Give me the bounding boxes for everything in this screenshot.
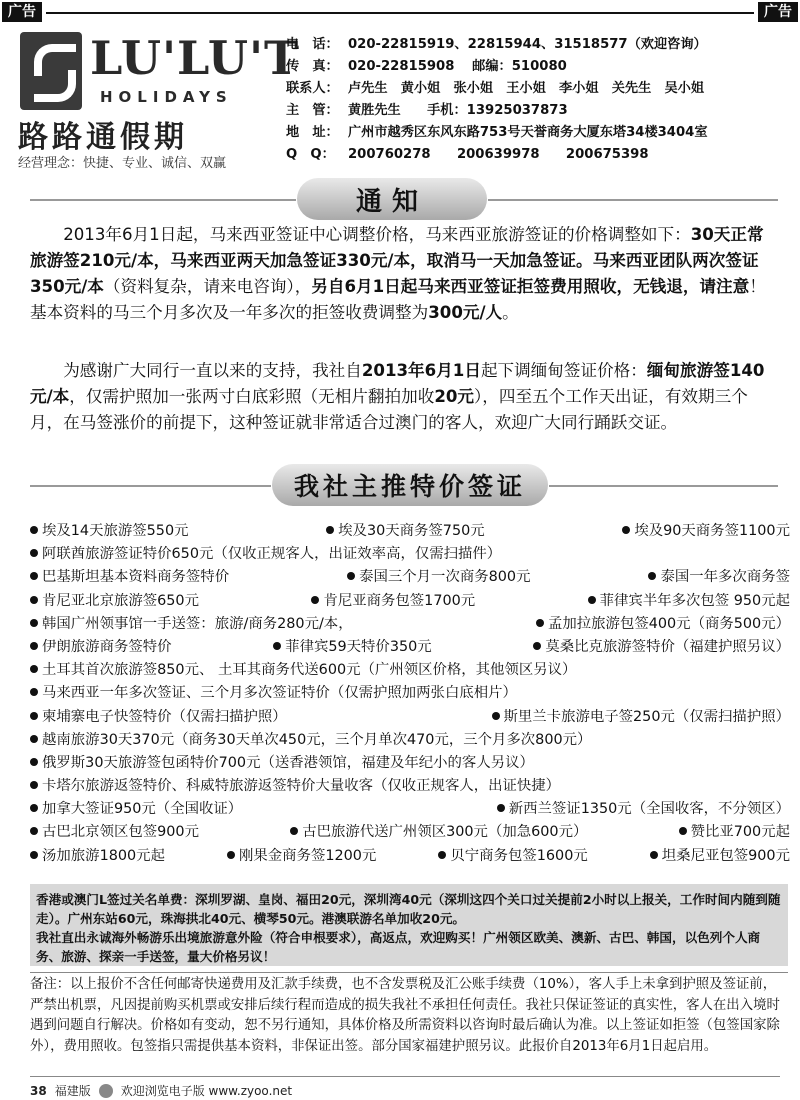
contact-value: 200760278 200639978 200675398 (348, 147, 649, 162)
logo-holidays: HOLIDAYS (100, 88, 233, 106)
visa-row (30, 729, 790, 752)
notice-paragraph-2 (30, 358, 778, 436)
bullet-icon (30, 781, 38, 789)
bullet-icon (30, 851, 38, 859)
visa-item (438, 845, 587, 868)
visa-item (30, 821, 199, 844)
bullet-icon (311, 596, 319, 604)
visa-item (311, 590, 475, 613)
notice-gray-box (30, 884, 788, 966)
banner-line-left-2 (30, 485, 271, 487)
visa-item (30, 613, 353, 636)
visa-item (30, 590, 199, 613)
contact-row (286, 56, 796, 78)
bullet-icon (30, 526, 38, 534)
bullet-icon (30, 642, 38, 650)
visa-item (30, 729, 591, 752)
bullet-icon (273, 642, 281, 650)
visa-item-text: 韩国广州领事馆一手送签：旅游/商务280元/本， (42, 615, 353, 632)
visa-row (30, 590, 790, 613)
footer (30, 1082, 292, 1099)
banner-line-left (30, 199, 296, 201)
visa-item-text: 菲律宾半年多次包签 950元起 (599, 592, 790, 609)
page-number: 38 (30, 1083, 47, 1098)
visa-item (30, 659, 576, 682)
visa-item-text: 巴基斯坦基本资料商务签特价 (42, 569, 230, 586)
header (0, 26, 800, 176)
logo (14, 31, 300, 172)
footer-rule (30, 1076, 780, 1077)
visa-row (30, 682, 790, 705)
visa-row (30, 798, 790, 821)
contact-value: 卢先生 黄小姐 张小姐 王小姐 李小姐 关先生 吴小姐 (348, 81, 705, 96)
bullet-icon (533, 642, 541, 650)
visa-row (30, 636, 790, 659)
contact-label: Q Q： (286, 147, 335, 162)
visa-item-text: 刚果金商务签1200元 (239, 847, 377, 864)
bullet-icon (30, 735, 38, 743)
visa-item-text: 古巴北京领区包签900元 (42, 824, 199, 841)
bullet-icon (588, 596, 596, 604)
visa-item-text: 埃及90天商务签1100元 (634, 523, 790, 539)
bullet-icon (30, 712, 38, 720)
logo-slogan: 经营理念：快捷、专业、诚信、双赢 (18, 156, 227, 171)
visa-item (533, 636, 790, 659)
visa-row (30, 520, 790, 543)
visa-item (273, 636, 432, 659)
logo-cn-name: 路路通假期 (18, 120, 188, 155)
contact-info (286, 34, 796, 166)
notice-segment: 2013年6月1日起，马来西亚签证中心调整价格，马来西亚旅游签证的价格调整如下： (63, 225, 691, 244)
visa-item (536, 613, 790, 636)
contact-label: 主 管： (286, 103, 339, 118)
visa-item (30, 775, 560, 798)
visa-item-text: 古巴旅游代送广州领区300元（加急600元） (302, 824, 588, 841)
bullet-icon (492, 712, 500, 720)
notice-segment: 起下调缅甸签证价格： (480, 361, 647, 380)
notice-segment: 30天正常旅游签210元/本，马来西亚两天加急签证330元/本，取消马一天加急签证。马来西亚团队两次签证350元/本 (30, 225, 764, 296)
visa-item-text: 泰国三个月一次商务800元 (359, 569, 531, 586)
visa-item-text: 柬埔寨电子快签特价（仅需扫描护照） (42, 708, 287, 725)
visa-item (30, 752, 534, 775)
visa-item (588, 590, 790, 613)
footer-site: 欢迎浏览电子版 www.zyoo.net (120, 1084, 293, 1098)
visa-row (30, 845, 790, 868)
visa-item-text: 加拿大签证950元（全国收证） (42, 801, 243, 818)
bullet-icon (30, 572, 38, 580)
contact-row (286, 34, 796, 56)
banner-line-right (488, 199, 778, 201)
notice-segment: ），四至五个工作天出证，有效期三个月，在马签涨价的前提下，这种签证就非常适合过澳门的客人，欢迎广大同行踊跃交证。 (30, 387, 748, 432)
notice-segment: 20元 (434, 387, 474, 406)
banner-line-right-2 (549, 485, 778, 487)
visa-item-text: 孟加拉旅游包签400元（商务500元） (547, 615, 790, 632)
notice-banner: 通知 (297, 178, 487, 220)
bullet-icon (536, 619, 544, 627)
bullet-icon (290, 827, 298, 835)
visa-item-text: 泰国一年多次商务签 (660, 569, 790, 586)
logo-brand: LU'LU'T (90, 31, 300, 85)
bullet-icon (30, 596, 38, 604)
visa-item (290, 821, 587, 844)
notice-paragraph-1 (30, 222, 778, 326)
visa-item (622, 520, 790, 543)
gray-box-line-1: 香港或澳门L签过关名单费：深圳罗湖、皇岗、福田20元，深圳湾40元（深圳这四个关口过关提前2小时以上报关，工作时间内随到随走）。广州东站60元，珠海拱北40元、横琴50元。港澳联游名单加收20元。 (36, 892, 781, 926)
contact-value: 黄胜先生 手机：13925037873 (348, 103, 568, 118)
ad-tag-left: 广告 (2, 2, 42, 22)
notice-segment: 缅甸旅游签140元/本 (30, 361, 765, 406)
bullet-icon (438, 851, 446, 859)
bullet-icon (30, 619, 38, 627)
bullet-icon (30, 758, 38, 766)
visa-item (648, 566, 790, 589)
visa-item (492, 706, 791, 729)
visa-item (30, 566, 229, 589)
visa-item-text: 汤加旅游1800元起 (42, 847, 165, 864)
visa-row (30, 566, 790, 589)
visa-item (30, 706, 287, 729)
bullet-icon (679, 827, 687, 835)
notice-segment: ！基本资料的马三个月多次及一年多次的拒签收费调整为 (30, 277, 766, 322)
bullet-icon (650, 851, 658, 859)
bullet-icon (30, 549, 38, 557)
visa-item (497, 798, 790, 821)
bullet-icon (347, 572, 355, 580)
notice-segment: 。 (502, 303, 519, 322)
visa-row (30, 659, 790, 682)
contact-label: 传 真： (286, 59, 339, 74)
bullet-icon (648, 572, 656, 580)
top-rule (46, 12, 754, 14)
visa-item-text: 埃及30天商务签750元 (338, 523, 485, 539)
visa-row (30, 543, 790, 566)
contact-value: 广州市越秀区东风东路753号天誉商务大厦东塔34楼3404室 (348, 125, 708, 140)
contact-value: 020-22815908 邮编：510080 (348, 59, 567, 74)
ad-tag-right: 广告 (758, 2, 798, 22)
edition-label: 福建版 (54, 1084, 91, 1098)
contact-row (286, 144, 796, 166)
bullet-icon (30, 827, 38, 835)
visa-item-text: 越南旅游30天370元（商务30天单次450元，三个月单次470元，三个月多次800元） (42, 731, 592, 748)
notice-segment: （资料复杂，请来电咨询）， (103, 277, 312, 296)
featured-visa-banner: 我社主推特价签证 (272, 464, 548, 506)
contact-label: 联系人： (286, 81, 339, 96)
visa-item (650, 845, 790, 868)
visa-item (30, 798, 242, 821)
visa-row (30, 706, 790, 729)
remark: 备注：以上报价不含任何邮寄快递费用及汇款手续费，也不含发票税及汇公账手续费（10%），客人手上未拿到护照及签证前，严禁出机票，凡因提前购买机票或安排后续行程而造成的损失我社不承担任何责任。我社只保证签证的真实性，客人在出入境时遇到问题自行解决。价格如有变动，恕不另行通知，具体价格及所需资料以咨询时最后确认为准。以上签证如拒签（包签国家除外），费用照收。包签指只需提供基本资料，非保证出签。部分国家福建护照另议。此报价自2013年6月1日起启用。 (30, 972, 788, 1057)
visa-item-text: 阿联酋旅游签证特价650元（仅收正规客人，出证效率高，仅需扫描件） (42, 546, 502, 563)
visa-item-text: 肯尼亚商务包签1700元 (323, 592, 476, 609)
visa-item (30, 682, 517, 705)
visa-item (30, 543, 501, 566)
visa-item-text: 菲律宾59天特价350元 (285, 638, 432, 655)
visa-item-text: 肯尼亚北京旅游签650元 (42, 592, 199, 609)
bullet-icon (227, 851, 235, 859)
visa-item (30, 845, 165, 868)
visa-item-text: 伊朗旅游商务签特价 (42, 638, 172, 655)
bullet-icon (326, 526, 334, 534)
visa-item-text: 坦桑尼亚包签900元 (661, 847, 790, 864)
notice-segment: 另自6月1日起马来西亚签证拒签费用照收，无钱退，请注意 (311, 277, 750, 296)
visa-item-text: 俄罗斯30天旅游签包函特价700元（送香港领馆，福建及年纪小的客人另议） (42, 754, 534, 771)
contact-row (286, 122, 796, 144)
visa-item-text: 埃及14天旅游签550元 (42, 523, 189, 539)
visa-item (227, 845, 376, 868)
contact-row (286, 78, 796, 100)
footer-logo-icon (99, 1084, 113, 1098)
bullet-icon (30, 665, 38, 673)
contact-label: 电 话： (286, 37, 339, 52)
notice-segment: 300元/人 (428, 303, 503, 322)
bullet-icon (30, 804, 38, 812)
visa-item-text: 新西兰签证1350元（全国收客，不分领区） (508, 801, 790, 818)
visa-item-text: 卡塔尔旅游返签特价、科威特旅游返签特价大量收客（仅收正规客人，出证快捷） (42, 778, 561, 795)
notice-segment: 2013年6月1日 (361, 361, 481, 380)
visa-item-text: 土耳其首次旅游签850元、 土耳其商务代送600元（广州领区价格，其他领区另议） (42, 662, 577, 679)
visa-item (347, 566, 530, 589)
contact-value: 020-22815919、22815944、31518577（欢迎咨询） (348, 37, 707, 52)
visa-row (30, 821, 790, 844)
visa-item (679, 821, 790, 844)
visa-item-text: 马来西亚一年多次签证、三个月多次签证特价（仅需护照加两张白底相片） (42, 685, 517, 702)
bullet-icon (497, 804, 505, 812)
visa-item-text: 贝宁商务包签1600元 (450, 847, 588, 864)
gray-box-line-2: 我社直出永诚海外畅游乐出境旅游意外险（符合申根要求），高返点，欢迎购买！广州领区欧美、澳新、古巴、韩国，以色列个人商务、旅游、探亲一手送签，量大价格另议！ (36, 930, 761, 964)
visa-item (326, 520, 485, 543)
contact-row (286, 100, 796, 122)
notice-segment: ，仅需护照加一张两寸白底彩照（无相片翻拍加收 (69, 387, 435, 406)
visa-item-text: 莫桑比克旅游签特价（福建护照另议） (545, 638, 790, 655)
logo-s-icon (20, 32, 82, 110)
notice-segment: 为感谢广大同行一直以来的支持，我社自 (63, 361, 362, 380)
visa-item-text: 赞比亚700元起 (690, 824, 790, 841)
visa-row (30, 752, 790, 775)
visa-row (30, 775, 790, 798)
bullet-icon (30, 688, 38, 696)
bullet-icon (622, 526, 630, 534)
visa-row (30, 613, 790, 636)
visa-list (30, 520, 790, 868)
visa-item (30, 520, 189, 543)
visa-item (30, 636, 172, 659)
visa-item-text: 斯里兰卡旅游电子签250元（仅需扫描护照） (503, 708, 790, 725)
contact-label: 地 址： (286, 125, 339, 140)
